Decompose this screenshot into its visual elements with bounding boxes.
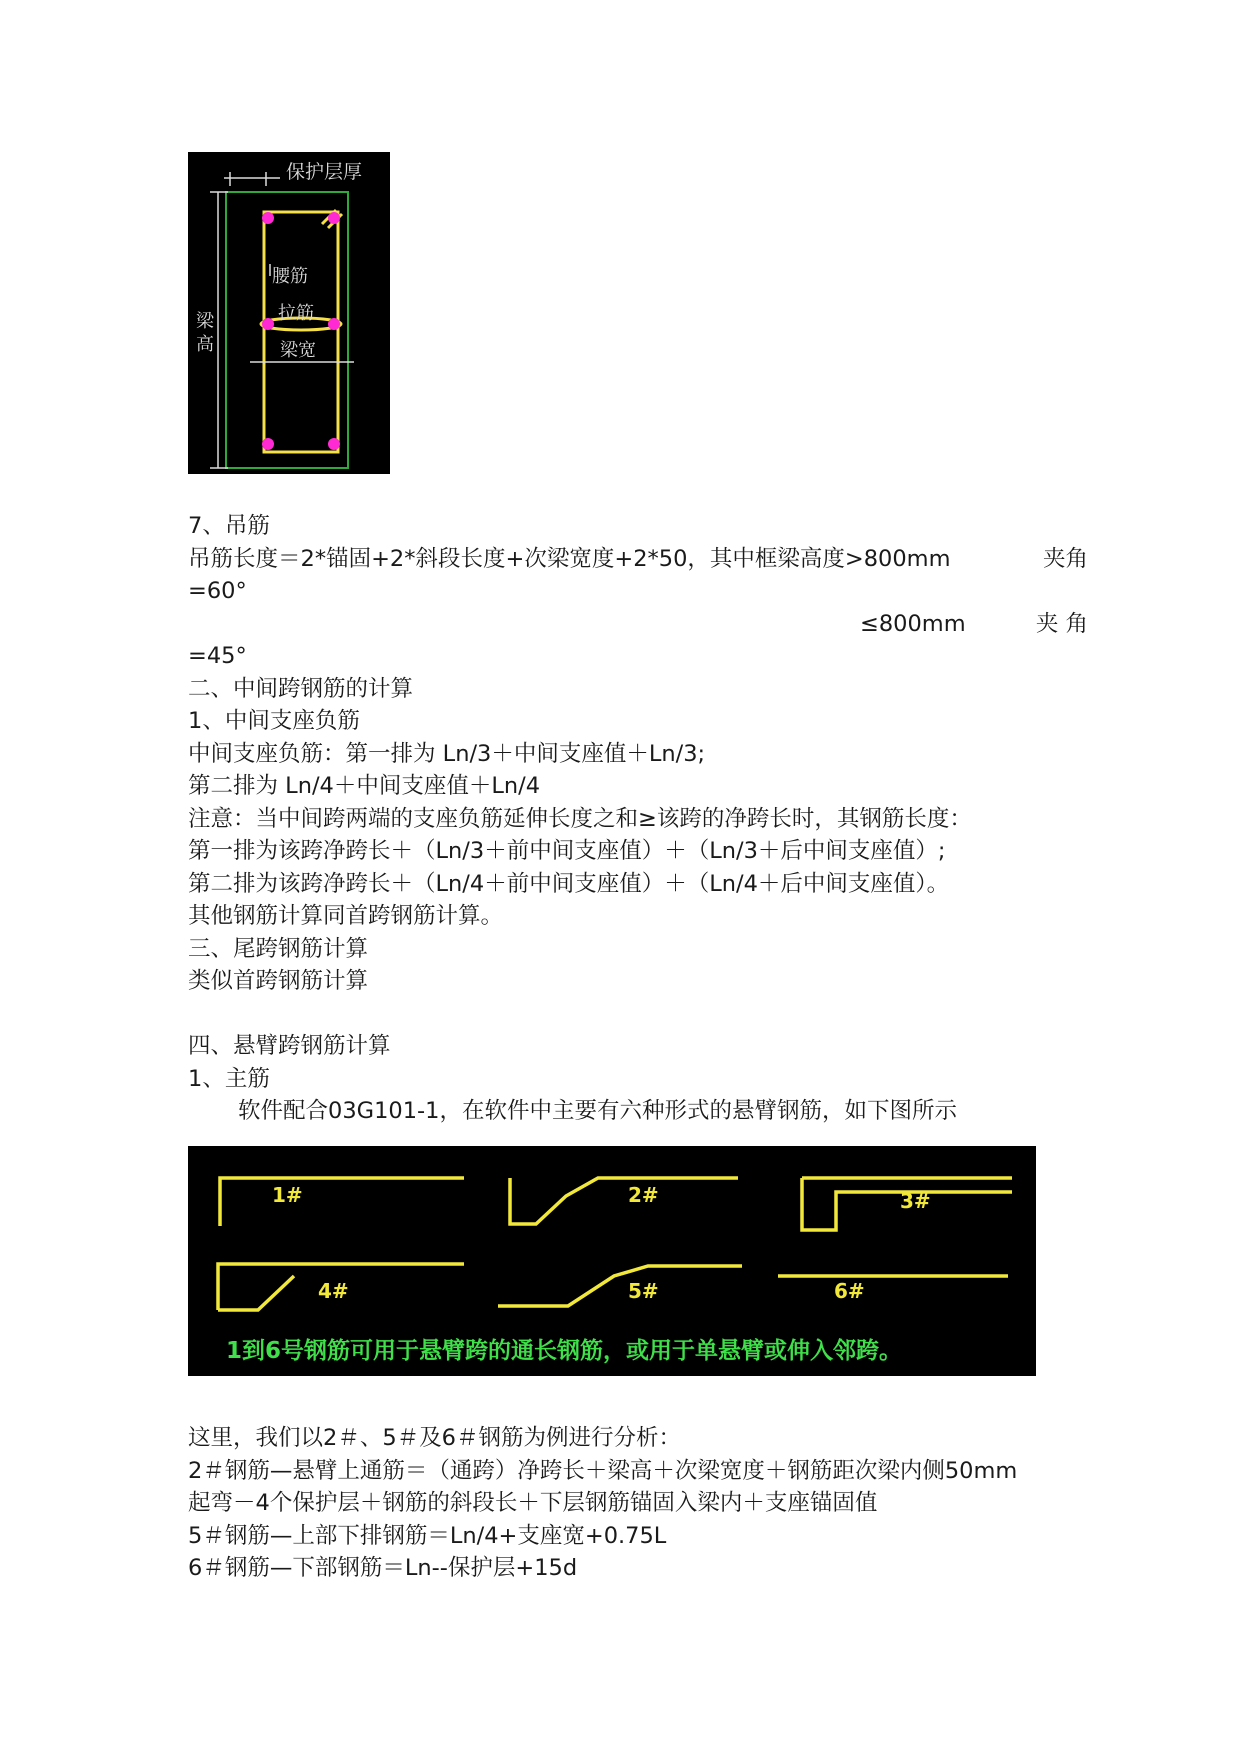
rebar-dot (262, 318, 274, 330)
rebar-label: 6# (834, 1279, 865, 1303)
rebar-label: 2# (628, 1183, 659, 1207)
label-waist: 腰筋 (272, 266, 308, 287)
rebar-dot (328, 212, 340, 224)
condition-line: ≤800mm 夹 角 (860, 610, 1088, 637)
rebar-dot (262, 212, 274, 224)
rebar-shape-5 (498, 1266, 742, 1306)
formula-line: 吊筋长度＝2*锚固+2*斜段长度+次梁宽度+2*50，其中框梁高度>800mm 夹角 (188, 545, 1088, 572)
text-line: 第一排为该跨净跨长＋（Ln/3＋前中间支座值）＋（Ln/3＋后中间支座值）; (188, 838, 946, 864)
text-line: 类似首跨钢筋计算 (188, 968, 369, 994)
angle-60: =60° (188, 578, 247, 604)
text-line: 其他钢筋计算同首跨钢筋计算。 (188, 903, 504, 929)
section-heading: 三、尾跨钢筋计算 (188, 935, 369, 962)
section-heading: 四、悬臂跨钢筋计算 (188, 1033, 391, 1059)
stirrup (264, 212, 338, 452)
beam-section-drawing (188, 152, 390, 474)
label-cover: 保护层厚 (286, 161, 363, 183)
sub-heading: 1、主筋 (188, 1065, 270, 1092)
text-line: 软件配合03G101-1，在软件中主要有六种形式的悬臂钢筋，如下图所示 (238, 1098, 957, 1124)
rebar-label: 1# (272, 1183, 303, 1207)
text-line: 起弯－4个保护层＋钢筋的斜段长＋下层钢筋锚固入梁内＋支座锚固值 (188, 1490, 878, 1516)
figure-caption: 1到6号钢筋可用于悬臂跨的通长钢筋，或用于单悬臂或伸入邻跨。 (226, 1338, 903, 1364)
text-line: 6＃钢筋—下部钢筋＝Ln--保护层+15d (188, 1555, 578, 1581)
rebar-dot (328, 318, 340, 330)
rebar-dot (262, 438, 274, 450)
rebar-shape-1 (220, 1178, 464, 1226)
rebar-label: 3# (900, 1189, 931, 1213)
label-tie: 拉筋 (278, 303, 314, 324)
cantilever-rebar-figure (188, 1146, 1036, 1376)
label-width: 梁宽 (280, 340, 316, 361)
cantilever-rebar-drawing (188, 1146, 1036, 1376)
label-height-2: 高 (196, 334, 214, 355)
rebar-shape-2 (510, 1178, 738, 1224)
angle-45: =45° (188, 643, 247, 669)
text-line: 中间支座负筋：第一排为 Ln/3＋中间支座值＋Ln/3; (188, 740, 706, 767)
text-line: 这里，我们以2＃、5＃及6＃钢筋为例进行分析： (188, 1425, 681, 1451)
text-line: 第二排为该跨净跨长＋（Ln/4＋前中间支座值）＋（Ln/4＋后中间支座值）。 (188, 870, 950, 897)
sub-heading: 1、中间支座负筋 (188, 708, 360, 734)
rebar-dot (328, 438, 340, 450)
note-line: 注意：当中间跨两端的支座负筋延伸长度之和≥该跨的净跨长时，其钢筋长度： (188, 805, 972, 832)
section-heading: 二、中间跨钢筋的计算 (188, 675, 414, 702)
beam-section-figure (188, 152, 390, 474)
label-height-1: 梁 (196, 311, 214, 332)
body-text (188, 510, 1088, 1128)
text-line: 5＃钢筋—上部下排钢筋＝Ln/4+支座宽+0.75L (188, 1522, 667, 1549)
heading-hanger-bar: 7、吊筋 (188, 513, 270, 539)
text-line: 2＃钢筋—悬臂上通筋＝（通跨）净跨长＋梁高＋次梁宽度＋钢筋距次梁内侧50mm (188, 1457, 1018, 1484)
rebar-label: 4# (318, 1279, 349, 1303)
analysis-text (188, 1422, 1118, 1585)
rebar-label: 5# (628, 1279, 659, 1303)
text-line: 第二排为 Ln/4＋中间支座值＋Ln/4 (188, 773, 541, 799)
